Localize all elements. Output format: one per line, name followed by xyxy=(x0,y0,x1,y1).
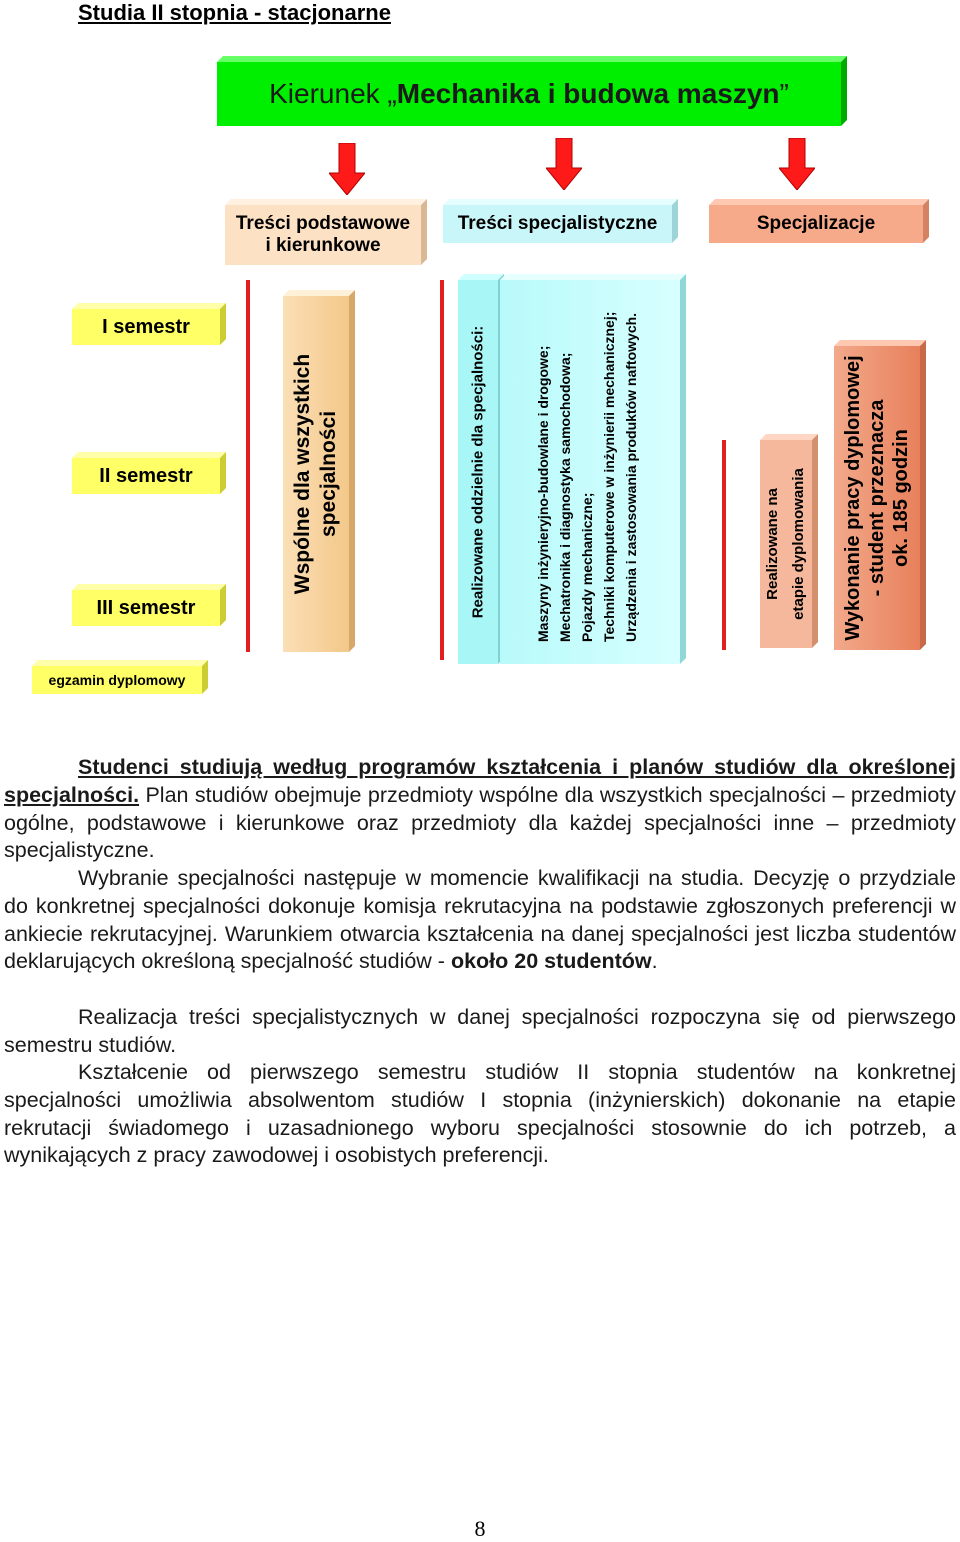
semester-3: III semestr xyxy=(72,590,220,626)
divider-line xyxy=(440,280,444,660)
paragraph-1 xyxy=(4,754,956,865)
work-line3: ok. 185 godzin xyxy=(890,429,912,567)
paragraph-2 xyxy=(4,865,956,976)
list-item: Mechatronika i diagnostyka samochodowa; xyxy=(557,352,573,642)
column-diploma-work xyxy=(834,346,920,650)
common-line2: specjalności xyxy=(317,410,340,538)
paragraph-2-text: Wybranie specjalności następuje w momencie kwalifikacji na studia. Decyzję o przydziale do konkretnej specjalności dokonuje komisja rekrutacyjna na podstawie zgłoszonych preferencji w ankiecie rekrutacyjnej. Warunkiem otwarcia kształcenia na danej specjalności jest liczba studentów deklarujących określoną specjalność studiów - xyxy=(4,866,956,974)
banner-program-name: Mechanika i budowa maszyn xyxy=(396,78,780,109)
column-specialty-list xyxy=(500,280,680,664)
common-line1: Wspólne dla wszystkich xyxy=(291,353,314,595)
divider-line xyxy=(722,440,726,650)
paragraph-2-end: . xyxy=(651,949,658,974)
header-basic-line1: Treści podstawowe xyxy=(235,213,411,234)
header-basic-content xyxy=(225,205,421,265)
semester-2: II semestr xyxy=(72,458,220,494)
column-diploma-stage xyxy=(760,440,812,648)
arrow-down-icon xyxy=(779,138,815,190)
diploma-exam: egzamin dyplomowy xyxy=(32,666,202,694)
list-item: Pojazdy mechaniczne; xyxy=(579,492,595,642)
list-item: Urządzenia i zastosowania produktów naftowych. xyxy=(623,312,639,642)
paragraph-3-text: Realizacja treści specjalistycznych w danej specjalności rozpoczyna się od pierwszego semestru studiów. xyxy=(4,1005,956,1057)
page-number: 8 xyxy=(474,1516,486,1541)
column-common-subjects xyxy=(283,296,349,652)
arrow-down-icon xyxy=(546,138,582,190)
work-line1: Wykonanie pracy dyplomowej xyxy=(842,355,864,641)
diploma-line1: Realizowane na xyxy=(764,488,781,600)
paragraph-4 xyxy=(4,1059,956,1170)
semester-1: I semestr xyxy=(72,309,220,345)
paragraph-1-rest: Plan studiów obejmuje przedmioty wspólne dla wszystkich specjalności – przedmioty ogólne, podstawowe i kierunkowe oraz przedmioty dla każdej specjalności inne – przedmioty specjalistyczne. xyxy=(4,782,956,863)
list-item: Maszyny inżynieryjno-budowlane i drogowe; xyxy=(535,345,551,642)
arrow-down-icon xyxy=(329,143,365,195)
list-item: Techniki komputerowe w inżynierii mechanicznej; xyxy=(601,311,617,642)
header-basic-line2: i kierunkowe xyxy=(265,235,381,256)
banner-prefix: Kierunek „ xyxy=(269,78,397,109)
paragraph-4-text: Kształcenie od pierwszego semestru studiów II stopnia studentów na konkretnej specjalności umożliwia absolwentom studiów I stopnia (inżynierskich) dokonanie na etapie rekrutacji świadomego i uzasadnionego wyboru specjalności stosownie do ich potrzeb, a wynikających z pracy zawodowej i osobistych preferencji. xyxy=(4,1060,956,1168)
column-separate xyxy=(458,280,498,664)
header-specializations: Specjalizacje xyxy=(709,205,923,243)
diploma-line2: etapie dyplomowania xyxy=(790,468,807,620)
divider-line xyxy=(246,280,250,652)
program-banner xyxy=(217,62,841,126)
paragraph-2-bold: około 20 studentów xyxy=(450,949,652,974)
header-specialist-content: Treści specjalistyczne xyxy=(443,205,672,243)
work-line2: - student przeznacza xyxy=(866,399,888,597)
separate-label: Realizowane oddzielnie dla specjalności: xyxy=(469,325,487,619)
paragraph-1-lead: Studenci studiują według programów kształcenia i planów studiów dla określonej specjalności. xyxy=(4,755,956,807)
page-heading: Studia II stopnia - stacjonarne xyxy=(78,0,391,25)
banner-suffix: ” xyxy=(779,78,789,109)
paragraph-3 xyxy=(4,1004,956,1060)
